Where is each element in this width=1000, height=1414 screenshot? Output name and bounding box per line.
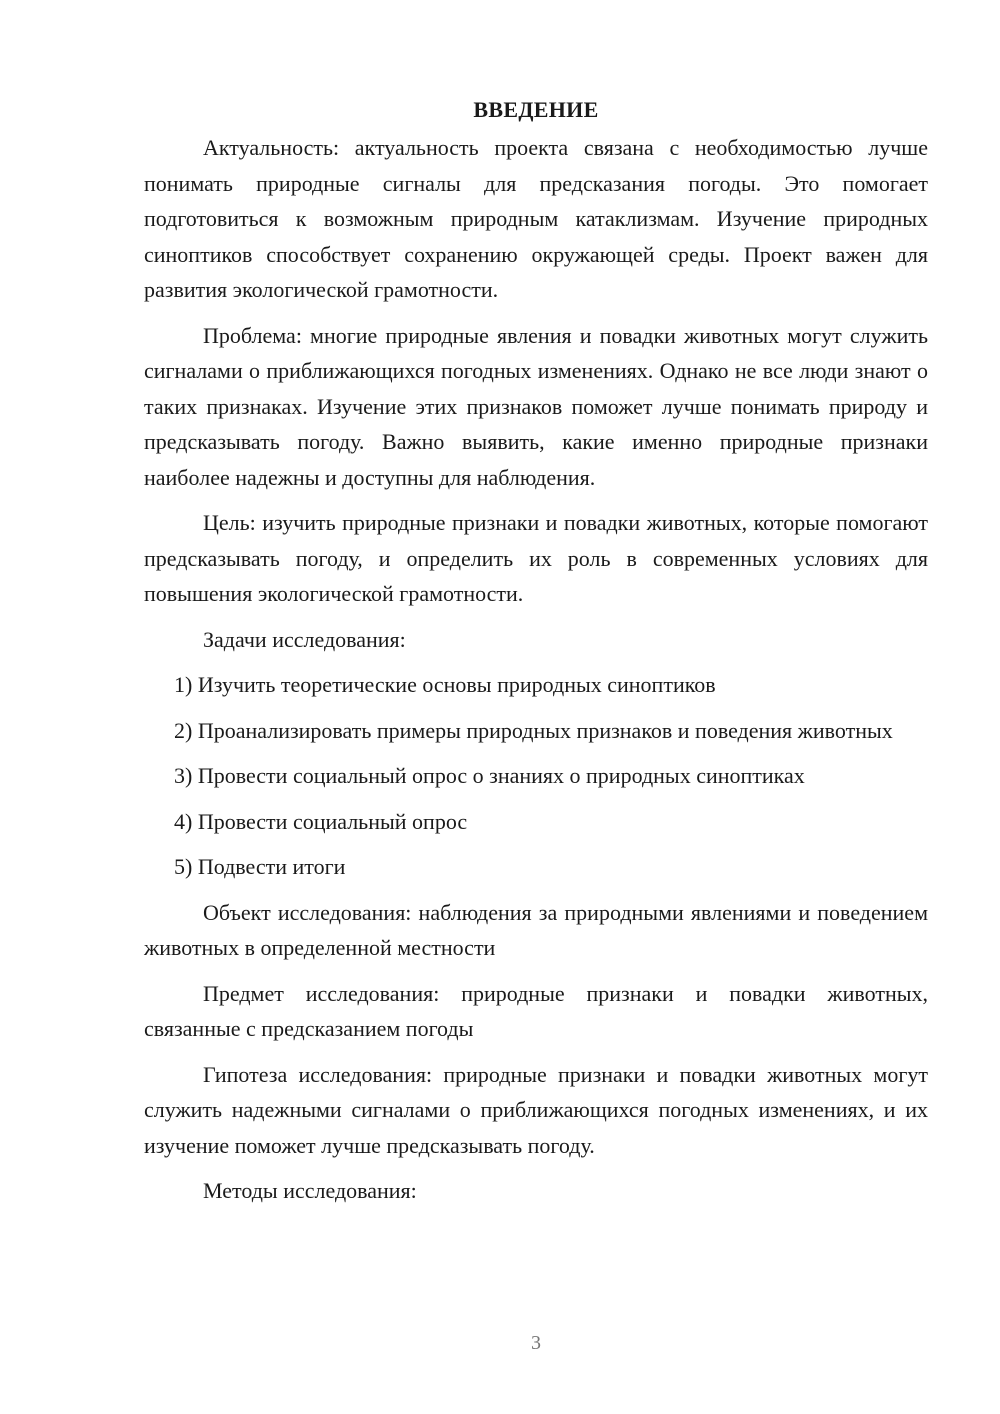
subject-paragraph: Предмет исследования: природные признаки и повадки животных, связанные с предсказанием погоды bbox=[144, 980, 928, 1041]
relevance-paragraph: Актуальность: актуальность проекта связана с необходимостью лучше понимать природные сигналы для предсказания погоды. Это помогает подготовиться к возможным природным катаклизмам. Изучение природных синоптиков способствует сохранению окружающей среды. Проект важен для развития экологической грамотности. bbox=[144, 135, 928, 302]
task-item-4: 4) Провести социальный опрос bbox=[174, 808, 468, 834]
goal-paragraph: Цель: изучить природные признаки и повадки животных, которые помогают предсказывать погоду, и определить их роль в современных условиях для повышения экологической грамотности. bbox=[144, 510, 928, 606]
object-paragraph: Объект исследования: наблюдения за природными явлениями и поведением животных в определенной местности bbox=[144, 899, 928, 960]
problem-paragraph: Проблема: многие природные явления и повадки животных могут служить сигналами о приближающихся погодных изменениях. Однако не все люди знают о таких признаках. Изучение этих признаков поможет лучше понимать природу и предсказывать погоду. Важно выявить, какие именно природные признаки наиболее надежны и доступны для наблюдения. bbox=[144, 322, 928, 490]
page-content bbox=[144, 92, 928, 1219]
task-item-3: 3) Провести социальный опрос о знаниях о природных синоптиках bbox=[174, 763, 805, 788]
hypothesis-paragraph: Гипотеза исследования: природные признаки и повадки животных могут служить надежными сигналами о приближающихся погодных изменениях, и их изучение поможет лучше предсказывать погоду. bbox=[144, 1061, 928, 1158]
page-number: 3 bbox=[531, 1332, 541, 1354]
tasks-heading: Задачи исследования: bbox=[203, 626, 406, 652]
methods-heading: Методы исследования: bbox=[203, 1178, 417, 1203]
section-title: ВВЕДЕНИЕ bbox=[473, 97, 599, 122]
task-item-2: 2) Проанализировать примеры природных признаков и поведения животных bbox=[174, 717, 893, 743]
task-item-1: 1) Изучить теоретические основы природных синоптиков bbox=[174, 672, 716, 697]
task-item-5: 5) Подвести итоги bbox=[174, 854, 346, 879]
